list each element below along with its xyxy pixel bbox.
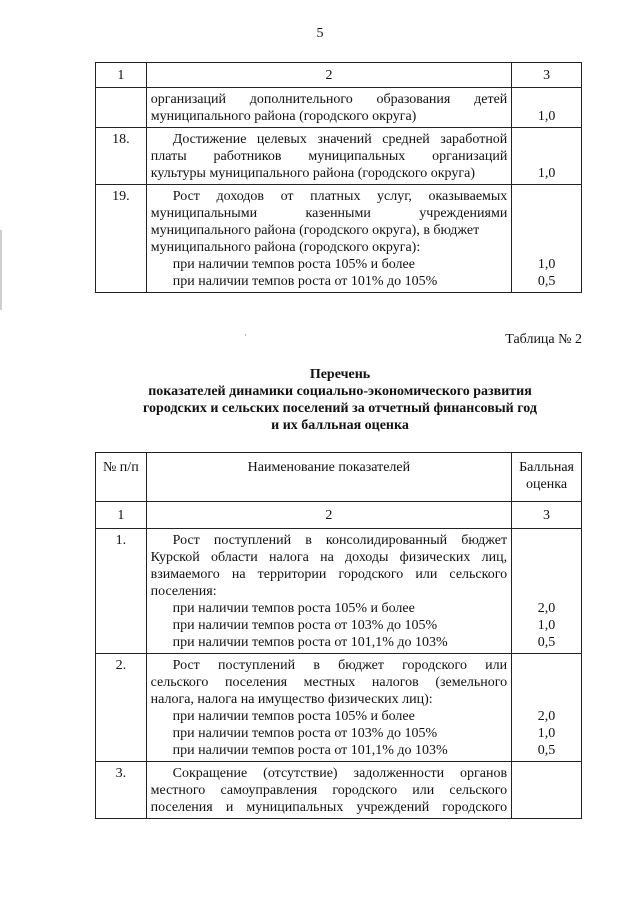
column-number-3: 3 [512, 63, 582, 88]
text-line: Достижение целевых значений средней заработной [172, 132, 508, 147]
header-score-line: Балльная [519, 460, 574, 475]
sub-condition-line: при наличии темпов роста 105% и более [172, 601, 415, 616]
page-number: 5 [316, 26, 324, 41]
row-number: 1. [96, 529, 147, 654]
header-name-column: Наименование показателей [146, 453, 511, 502]
table-row [96, 128, 582, 185]
table-2-numbering-row [96, 502, 582, 529]
text-line: культуры муниципального района (городского округа) [150, 166, 475, 181]
text-line: муниципального района (городского округа): [150, 240, 421, 255]
text-line: Рост доходов от платных услуг, оказываемых [172, 189, 508, 204]
text-line: муниципального района (городского округа), в бюджет [150, 223, 480, 238]
score-cell [512, 762, 582, 819]
score-cell [512, 88, 582, 128]
header-score-column [512, 453, 582, 502]
score-value: 1,0 [537, 726, 556, 741]
indicator-text [146, 128, 512, 185]
row-number: 19. [96, 185, 147, 293]
score-value: 1,0 [537, 618, 556, 633]
indicator-text [146, 654, 511, 762]
table-title [60, 366, 620, 434]
text-line: Курской области налога на доходы физических лиц, [150, 550, 508, 565]
score-value: 0,5 [537, 274, 556, 289]
text-line: налога, налога на имущество физических лиц): [150, 692, 433, 707]
indicator-text [146, 529, 511, 654]
column-number-3: 3 [512, 502, 582, 529]
sub-condition-line: при наличии темпов роста от 101,1% до 103% [172, 743, 448, 758]
text-line: муниципального района (городского округа) [150, 109, 417, 124]
text-line: Рост поступлений в бюджет городского или [172, 658, 508, 673]
title-line: показателей динамики социально-экономического развития [148, 384, 532, 399]
table-row [96, 762, 582, 819]
column-number-2: 2 [146, 502, 511, 529]
row-number: 18. [96, 128, 147, 185]
sub-condition-line: при наличии темпов роста 105% и более [172, 257, 415, 272]
title-line: Перечень [309, 367, 371, 382]
header-number-column: № п/п [96, 453, 147, 502]
title-line: и их балльная оценка [271, 418, 409, 433]
indicator-text [146, 88, 512, 128]
table-row [96, 529, 582, 654]
table-row [96, 185, 582, 293]
sub-condition-line: при наличии темпов роста от 101% до 105% [172, 274, 438, 289]
row-number: 2. [96, 654, 147, 762]
score-cell [512, 654, 582, 762]
column-number-2: 2 [146, 63, 512, 88]
text-line: Рост поступлений в консолидированный бюджет [172, 533, 508, 548]
text-line: поселения: [150, 584, 217, 599]
text-line: поселения и муниципальных учреждений городского [150, 800, 508, 815]
sub-condition-line: при наличии темпов роста от 103% до 105% [172, 726, 438, 741]
text-line: организаций дополнительного образования детей [150, 92, 508, 107]
table-row [96, 654, 582, 762]
indicator-text [146, 762, 511, 819]
text-line: сельского поселения местных налогов (земельного [150, 675, 508, 690]
score-value: 2,0 [537, 601, 556, 616]
sub-condition-line: при наличии темпов роста от 101,1% до 103% [172, 635, 448, 650]
score-value: 1,0 [537, 257, 556, 272]
text-line: местного самоуправления городского или сельского [150, 783, 508, 798]
row-number: 3. [96, 762, 147, 819]
scan-artifact-line [0, 230, 2, 310]
score-cell [512, 185, 582, 293]
column-number-1: 1 [96, 502, 147, 529]
score-value: 0,5 [537, 635, 556, 650]
score-cell [512, 128, 582, 185]
table-1-header-row [96, 63, 582, 88]
column-number-1: 1 [96, 63, 147, 88]
text-line: муниципальными казенными учреждениями [150, 206, 508, 221]
sub-condition-line: при наличии темпов роста 105% и более [172, 709, 415, 724]
stray-mark: · [244, 330, 247, 340]
table-row [96, 88, 582, 128]
score-value: 1,0 [537, 109, 556, 124]
row-number [96, 88, 147, 128]
score-cell [512, 529, 582, 654]
table-caption: Таблица № 2 [505, 332, 582, 347]
title-line: городских и сельских поселений за отчетный финансовый год [143, 401, 537, 416]
score-value: 0,5 [537, 743, 556, 758]
text-line: взимаемого на территории городского или сельского [150, 567, 508, 582]
text-line: платы работников муниципальных организаций [150, 149, 508, 164]
score-value: 1,0 [537, 166, 556, 181]
score-value: 2,0 [537, 709, 556, 724]
indicator-text [146, 185, 512, 293]
sub-condition-line: при наличии темпов роста от 103% до 105% [172, 618, 438, 633]
table-2-header-row [96, 453, 582, 502]
text-line: Сокращение (отсутствие) задолженности органов [172, 766, 508, 781]
table-1 [95, 62, 582, 293]
table-2 [95, 452, 582, 819]
header-score-line: оценка [526, 477, 568, 492]
